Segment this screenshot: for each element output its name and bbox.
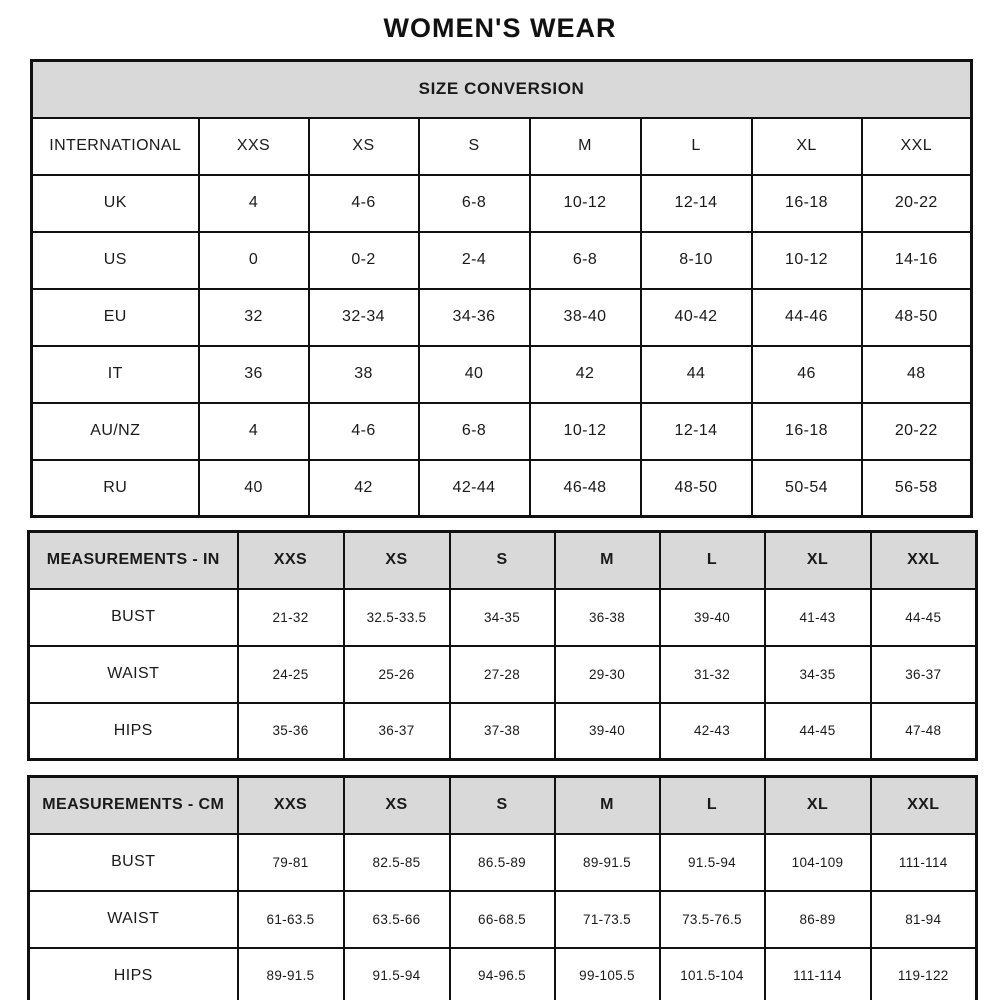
row-label: HIPS xyxy=(29,703,238,760)
measurement-cell: 29-30 xyxy=(555,646,660,703)
size-cell: 16-18 xyxy=(752,403,862,460)
measurement-cell: 104-109 xyxy=(765,834,871,891)
size-cell: 44-46 xyxy=(752,289,862,346)
size-cell: 4 xyxy=(199,175,309,232)
size-cell: 34-36 xyxy=(419,289,530,346)
column-header: XL xyxy=(752,118,862,175)
table-row xyxy=(29,646,977,703)
column-header: M xyxy=(555,777,660,834)
table-row xyxy=(29,891,977,948)
size-cell: 48-50 xyxy=(862,289,972,346)
size-cell: 42 xyxy=(309,460,419,517)
measurement-cell: 73.5-76.5 xyxy=(660,891,765,948)
measurement-cell: 37-38 xyxy=(450,703,555,760)
table-row xyxy=(32,175,972,232)
table-row xyxy=(32,403,972,460)
measurement-cell: 94-96.5 xyxy=(450,948,555,1000)
column-header: XXS xyxy=(199,118,309,175)
column-header: XXL xyxy=(871,532,977,589)
measurement-cell: 61-63.5 xyxy=(238,891,344,948)
size-cell: 2-4 xyxy=(419,232,530,289)
table-banner-row xyxy=(32,61,972,118)
column-header: XL xyxy=(765,532,871,589)
size-cell: 40-42 xyxy=(641,289,752,346)
measurement-cell: 34-35 xyxy=(765,646,871,703)
measurement-cell: 31-32 xyxy=(660,646,765,703)
size-cell: 6-8 xyxy=(530,232,641,289)
size-cell: 4-6 xyxy=(309,175,419,232)
size-cell: 40 xyxy=(419,346,530,403)
size-cell: 16-18 xyxy=(752,175,862,232)
table-row xyxy=(32,232,972,289)
row-label: US xyxy=(32,232,199,289)
column-header: L xyxy=(660,532,765,589)
table-row xyxy=(29,589,977,646)
row-label: RU xyxy=(32,460,199,517)
measurement-cell: 36-37 xyxy=(344,703,450,760)
size-cell: 12-14 xyxy=(641,403,752,460)
size-cell: 20-22 xyxy=(862,403,972,460)
size-cell: 10-12 xyxy=(752,232,862,289)
measurement-cell: 24-25 xyxy=(238,646,344,703)
size-cell: 36 xyxy=(199,346,309,403)
measurement-cell: 27-28 xyxy=(450,646,555,703)
row-label: HIPS xyxy=(29,948,238,1000)
measurement-cell: 35-36 xyxy=(238,703,344,760)
size-cell: 14-16 xyxy=(862,232,972,289)
column-header: MEASUREMENTS - CM xyxy=(29,777,238,834)
measurement-cell: 71-73.5 xyxy=(555,891,660,948)
measurement-cell: 82.5-85 xyxy=(344,834,450,891)
row-label: BUST xyxy=(29,834,238,891)
measurement-cell: 89-91.5 xyxy=(555,834,660,891)
size-cell: 38 xyxy=(309,346,419,403)
measurement-cell: 25-26 xyxy=(344,646,450,703)
column-header: L xyxy=(660,777,765,834)
size-cell: 4-6 xyxy=(309,403,419,460)
measurement-cell: 79-81 xyxy=(238,834,344,891)
measurement-cell: 111-114 xyxy=(871,834,977,891)
measurement-cell: 32.5-33.5 xyxy=(344,589,450,646)
size-cell: 42 xyxy=(530,346,641,403)
page-title: WOMEN'S WEAR xyxy=(383,13,617,43)
measurement-cell: 21-32 xyxy=(238,589,344,646)
size-cell: 10-12 xyxy=(530,175,641,232)
measurement-cell: 34-35 xyxy=(450,589,555,646)
measurements-in-table xyxy=(27,530,978,761)
column-header: S xyxy=(450,777,555,834)
size-cell: 56-58 xyxy=(862,460,972,517)
size-cell: 48 xyxy=(862,346,972,403)
column-header: XXL xyxy=(871,777,977,834)
row-label: IT xyxy=(32,346,199,403)
column-header: XXS xyxy=(238,532,344,589)
measurements-cm-table xyxy=(27,775,978,1000)
size-cell: 32 xyxy=(199,289,309,346)
table-row xyxy=(29,834,977,891)
column-header: XL xyxy=(765,777,871,834)
size-cell: 32-34 xyxy=(309,289,419,346)
column-header: XS xyxy=(344,532,450,589)
size-cell: 12-14 xyxy=(641,175,752,232)
size-cell: 0-2 xyxy=(309,232,419,289)
row-label: UK xyxy=(32,175,199,232)
measurement-cell: 86.5-89 xyxy=(450,834,555,891)
table-header-row xyxy=(29,777,977,834)
measurement-cell: 91.5-94 xyxy=(344,948,450,1000)
column-header: XXL xyxy=(862,118,972,175)
measurement-cell: 86-89 xyxy=(765,891,871,948)
size-cell: 8-10 xyxy=(641,232,752,289)
column-header: MEASUREMENTS - IN xyxy=(29,532,238,589)
size-cell: 42-44 xyxy=(419,460,530,517)
table-row xyxy=(32,460,972,517)
size-cell: 0 xyxy=(199,232,309,289)
size-conversion-title: SIZE CONVERSION xyxy=(32,61,972,118)
size-cell: 50-54 xyxy=(752,460,862,517)
column-header: INTERNATIONAL xyxy=(32,118,199,175)
measurement-cell: 81-94 xyxy=(871,891,977,948)
size-cell: 46-48 xyxy=(530,460,641,517)
size-cell: 6-8 xyxy=(419,403,530,460)
measurement-cell: 66-68.5 xyxy=(450,891,555,948)
measurement-cell: 36-38 xyxy=(555,589,660,646)
column-header: S xyxy=(419,118,530,175)
row-label: WAIST xyxy=(29,891,238,948)
row-label: WAIST xyxy=(29,646,238,703)
size-cell: 38-40 xyxy=(530,289,641,346)
column-header: M xyxy=(555,532,660,589)
measurement-cell: 39-40 xyxy=(555,703,660,760)
size-cell: 10-12 xyxy=(530,403,641,460)
table-row xyxy=(29,948,977,1000)
column-header: XS xyxy=(344,777,450,834)
measurement-cell: 42-43 xyxy=(660,703,765,760)
measurement-cell: 91.5-94 xyxy=(660,834,765,891)
measurement-cell: 39-40 xyxy=(660,589,765,646)
column-header: M xyxy=(530,118,641,175)
measurement-cell: 119-122 xyxy=(871,948,977,1000)
row-label: AU/NZ xyxy=(32,403,199,460)
size-cell: 40 xyxy=(199,460,309,517)
measurement-cell: 36-37 xyxy=(871,646,977,703)
size-cell: 46 xyxy=(752,346,862,403)
table-row xyxy=(29,703,977,760)
row-label: EU xyxy=(32,289,199,346)
measurement-cell: 89-91.5 xyxy=(238,948,344,1000)
measurement-cell: 111-114 xyxy=(765,948,871,1000)
table-row xyxy=(32,346,972,403)
table-header-row xyxy=(29,532,977,589)
size-cell: 48-50 xyxy=(641,460,752,517)
table-row xyxy=(32,289,972,346)
column-header: L xyxy=(641,118,752,175)
column-header: S xyxy=(450,532,555,589)
size-cell: 44 xyxy=(641,346,752,403)
measurement-cell: 99-105.5 xyxy=(555,948,660,1000)
table-header-row xyxy=(32,118,972,175)
measurement-cell: 41-43 xyxy=(765,589,871,646)
size-cell: 20-22 xyxy=(862,175,972,232)
measurement-cell: 101.5-104 xyxy=(660,948,765,1000)
measurement-cell: 44-45 xyxy=(871,589,977,646)
column-header: XS xyxy=(309,118,419,175)
row-label: BUST xyxy=(29,589,238,646)
column-header: XXS xyxy=(238,777,344,834)
size-conversion-table xyxy=(30,59,973,518)
size-cell: 4 xyxy=(199,403,309,460)
size-cell: 6-8 xyxy=(419,175,530,232)
measurement-cell: 63.5-66 xyxy=(344,891,450,948)
measurement-cell: 47-48 xyxy=(871,703,977,760)
measurement-cell: 44-45 xyxy=(765,703,871,760)
